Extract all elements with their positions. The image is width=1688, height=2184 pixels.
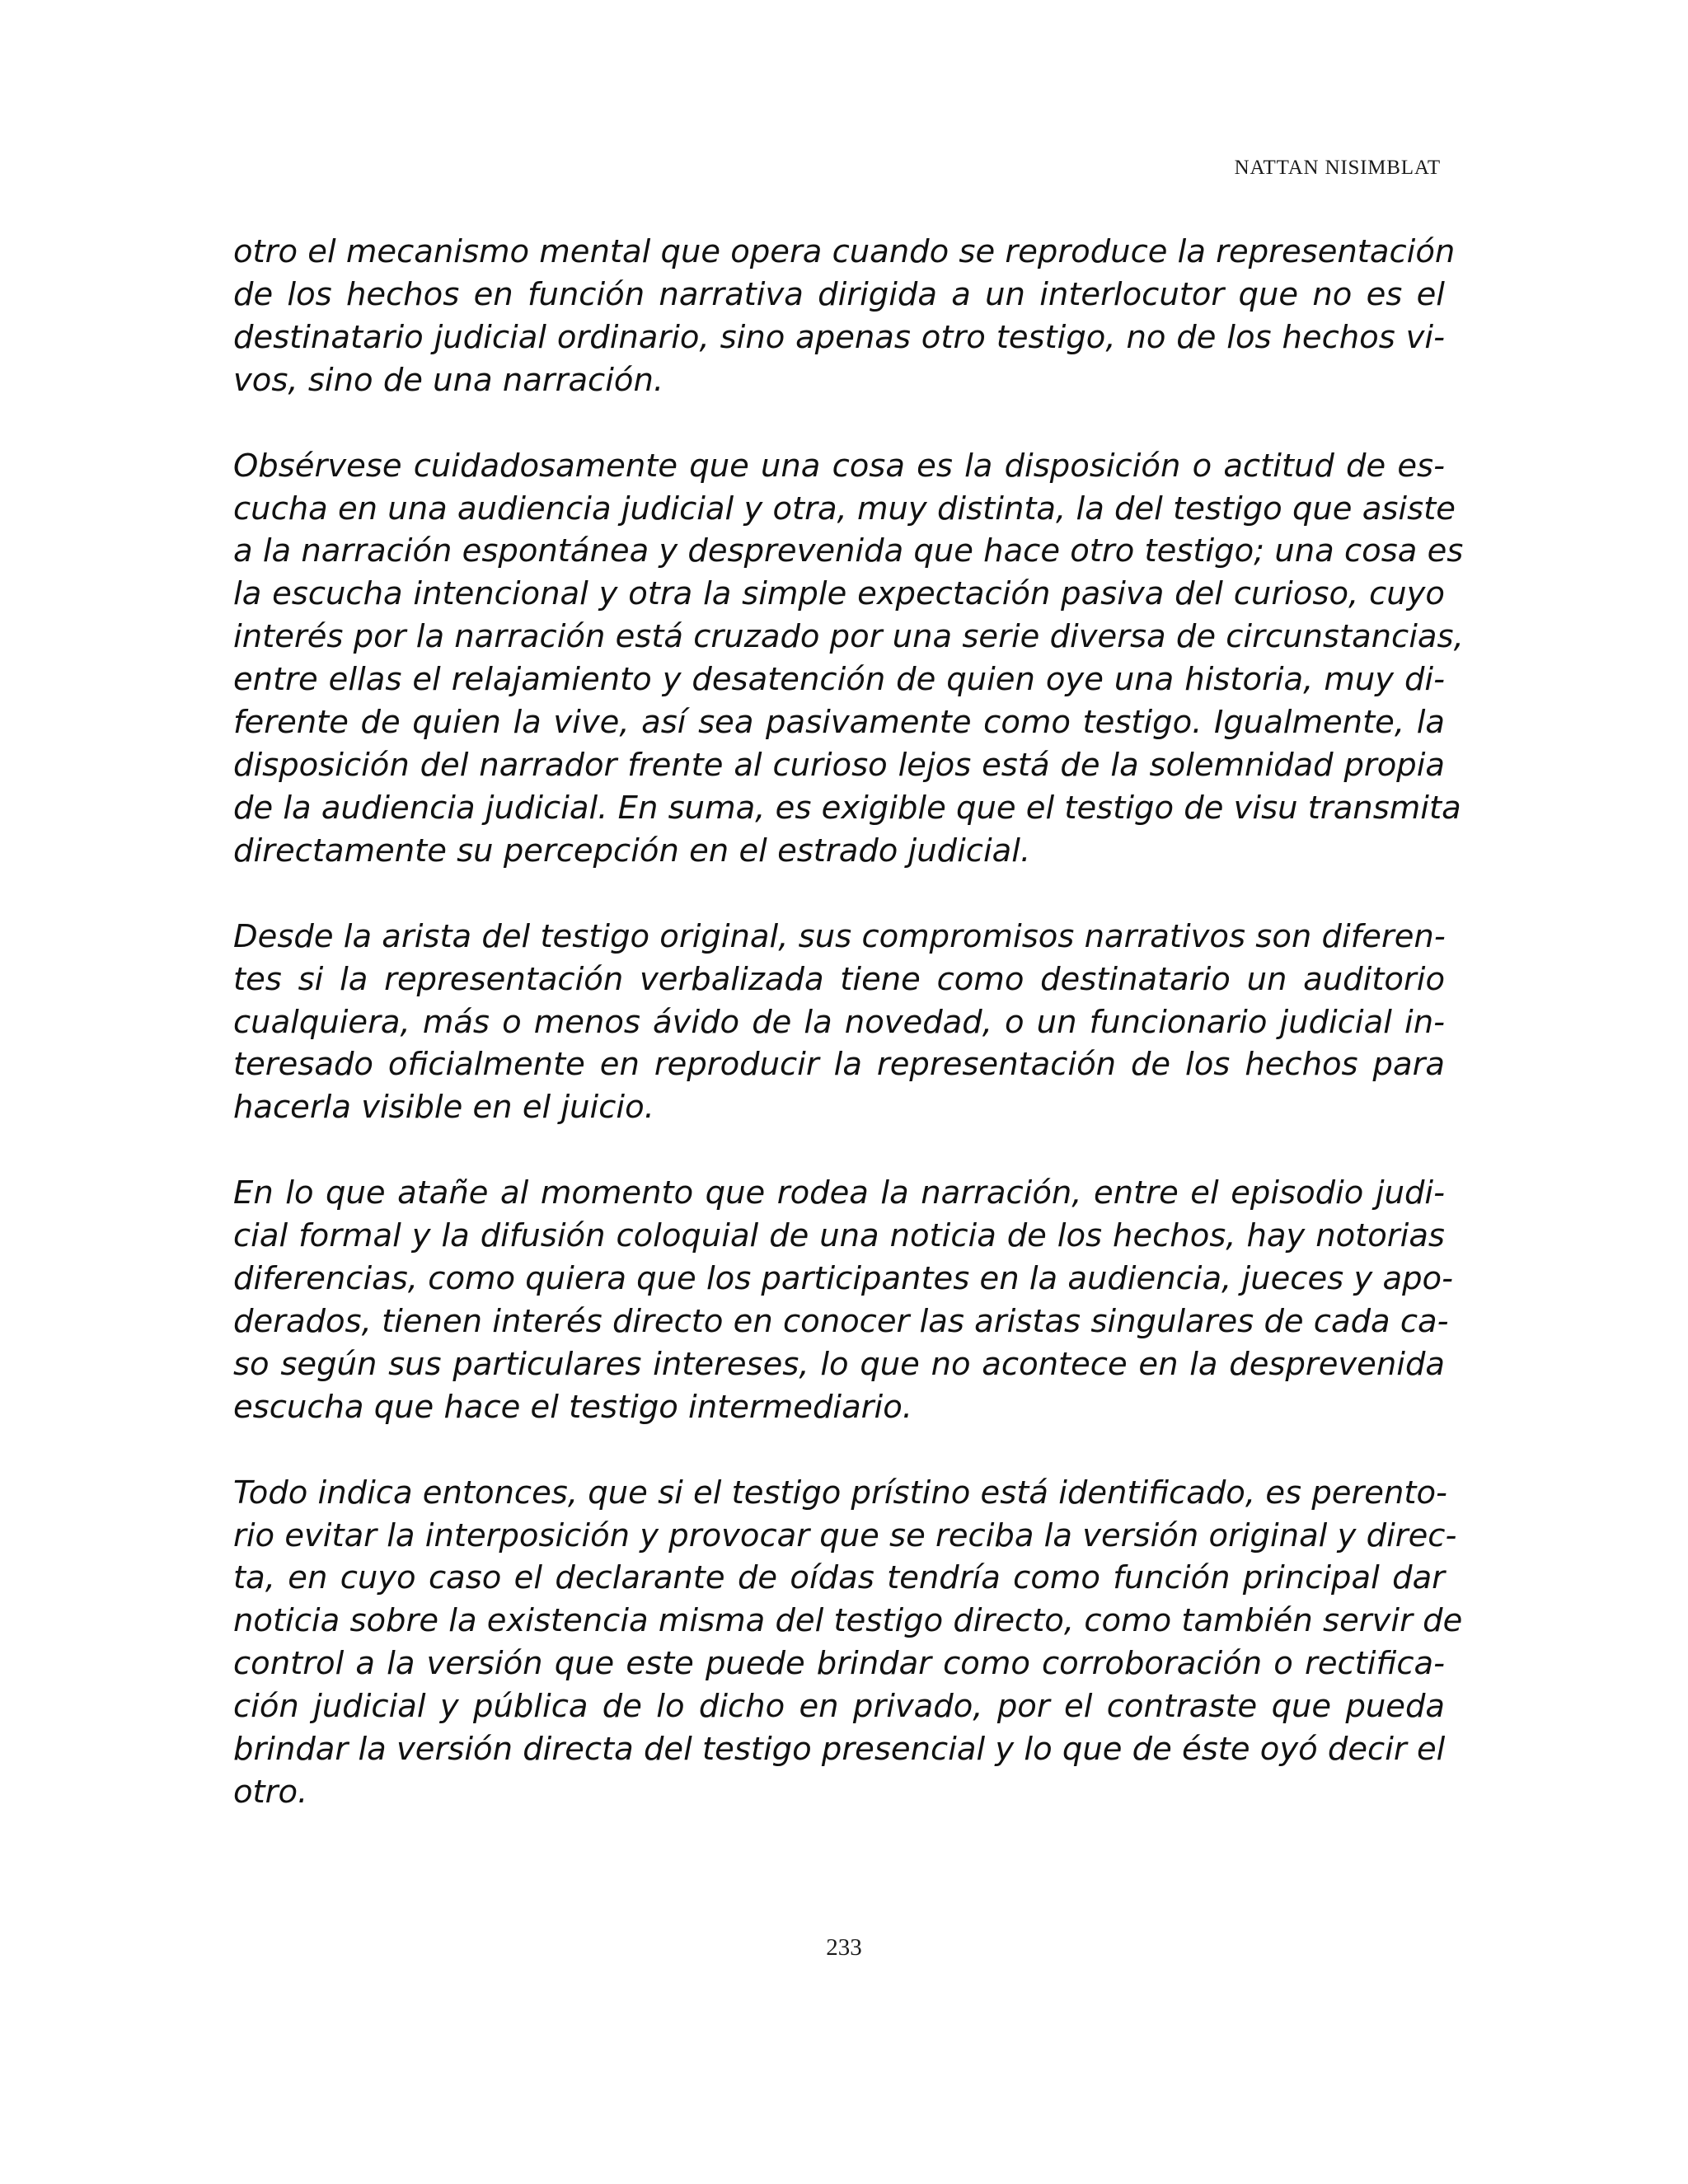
text-line: entre ellas el relajamiento y desatención de quien oye una historia, muy di-: [233, 661, 1445, 699]
text-line: cualquiera, más o menos ávido de la novedad, o un funcionario judicial in-: [233, 1003, 1445, 1041]
text-line: noticia sobre la existencia misma del testigo directo, como también servir de: [233, 1602, 1463, 1640]
text-line: Desde la arista del testigo original, sus compromisos narrativos son diferen-: [233, 917, 1446, 955]
text-line: escucha que hace el testigo intermediario.: [233, 1388, 912, 1426]
text-line: hacerla visible en el juicio.: [233, 1089, 654, 1127]
text-line: Todo indica entonces, que si el testigo prístino está identificado, es perento-: [233, 1474, 1447, 1511]
text-line: vos, sino de una narración.: [233, 361, 664, 399]
paragraph-2: [233, 445, 1464, 873]
text-line: de los hechos en función narrativa dirigida a un interlocutor que no es el: [233, 275, 1445, 313]
text-line: cial formal y la difusión coloquial de una noticia de los hechos, hay notorias: [233, 1217, 1445, 1255]
paragraph-4: [233, 1172, 1453, 1428]
text-line: control a la versión que este puede brindar como corroboración o rectifica-: [233, 1645, 1445, 1683]
text-line: la escucha intencional y otra la simple expectación pasiva del curioso, cuyo: [233, 575, 1445, 613]
text-line: ferente de quien la vive, así sea pasivamente como testigo. Igualmente, la: [233, 704, 1445, 742]
text-line: destinatario judicial ordinario, sino apenas otro testigo, no de los hechos vi-: [233, 318, 1445, 356]
text-line: En lo que atañe al momento que rodea la narración, entre el episodio judi-: [233, 1174, 1445, 1212]
text-line: cucha en una audiencia judicial y otra, muy distinta, la del testigo que asiste: [233, 490, 1456, 527]
text-line: rio evitar la interposición y provocar que se reciba la versión original y direc-: [233, 1516, 1457, 1554]
text-line: Obsérvese cuidadosamente que una cosa es la disposición o actitud de es-: [233, 447, 1445, 485]
text-line: tes si la representación verbalizada tiene como destinatario un auditorio: [233, 960, 1445, 998]
text-line: diferencias, como quiera que los participantes en la audiencia, jueces y apo-: [233, 1260, 1453, 1298]
paragraph-3: [233, 916, 1445, 1130]
text-line: so según sus particulares intereses, lo que no acontece en la desprevenida: [233, 1345, 1445, 1383]
text-line: brindar la versión directa del testigo presencial y lo que de éste oyó decir el: [233, 1731, 1446, 1769]
text-line: teresado oficialmente en reproducir la representación de los hechos para: [233, 1046, 1445, 1084]
text-line: ta, en cuyo caso el declarante de oídas tendría como función principal dar: [233, 1559, 1445, 1597]
paragraph-1: [233, 231, 1456, 402]
text-line: a la narración espontánea y desprevenida que hace otro testigo; una cosa es: [233, 532, 1464, 570]
page-number: 233: [826, 1934, 862, 1961]
text-line: derados, tienen interés directo en conocer las aristas singulares de cada ca-: [233, 1302, 1449, 1340]
text-line: directamente su percepción en el estrado judicial.: [233, 832, 1031, 869]
text-line: ción judicial y pública de lo dicho en privado, por el contraste que pueda: [233, 1688, 1445, 1726]
text-line: otro el mecanismo mental que opera cuando se reproduce la representación: [233, 233, 1456, 270]
body-text: [233, 231, 1464, 1857]
text-line: de la audiencia judicial. En suma, es exigible que el testigo de visu transmita: [233, 789, 1461, 827]
text-line: disposición del narrador frente al curioso lejos está de la solemnidad propia: [233, 746, 1445, 784]
text-line: otro.: [233, 1774, 308, 1811]
running-header: NATTAN NISIMBLAT: [1234, 157, 1441, 179]
paragraph-5: [233, 1472, 1463, 1814]
text-line: interés por la narración está cruzado por una serie diversa de circunstancias,: [233, 618, 1464, 656]
